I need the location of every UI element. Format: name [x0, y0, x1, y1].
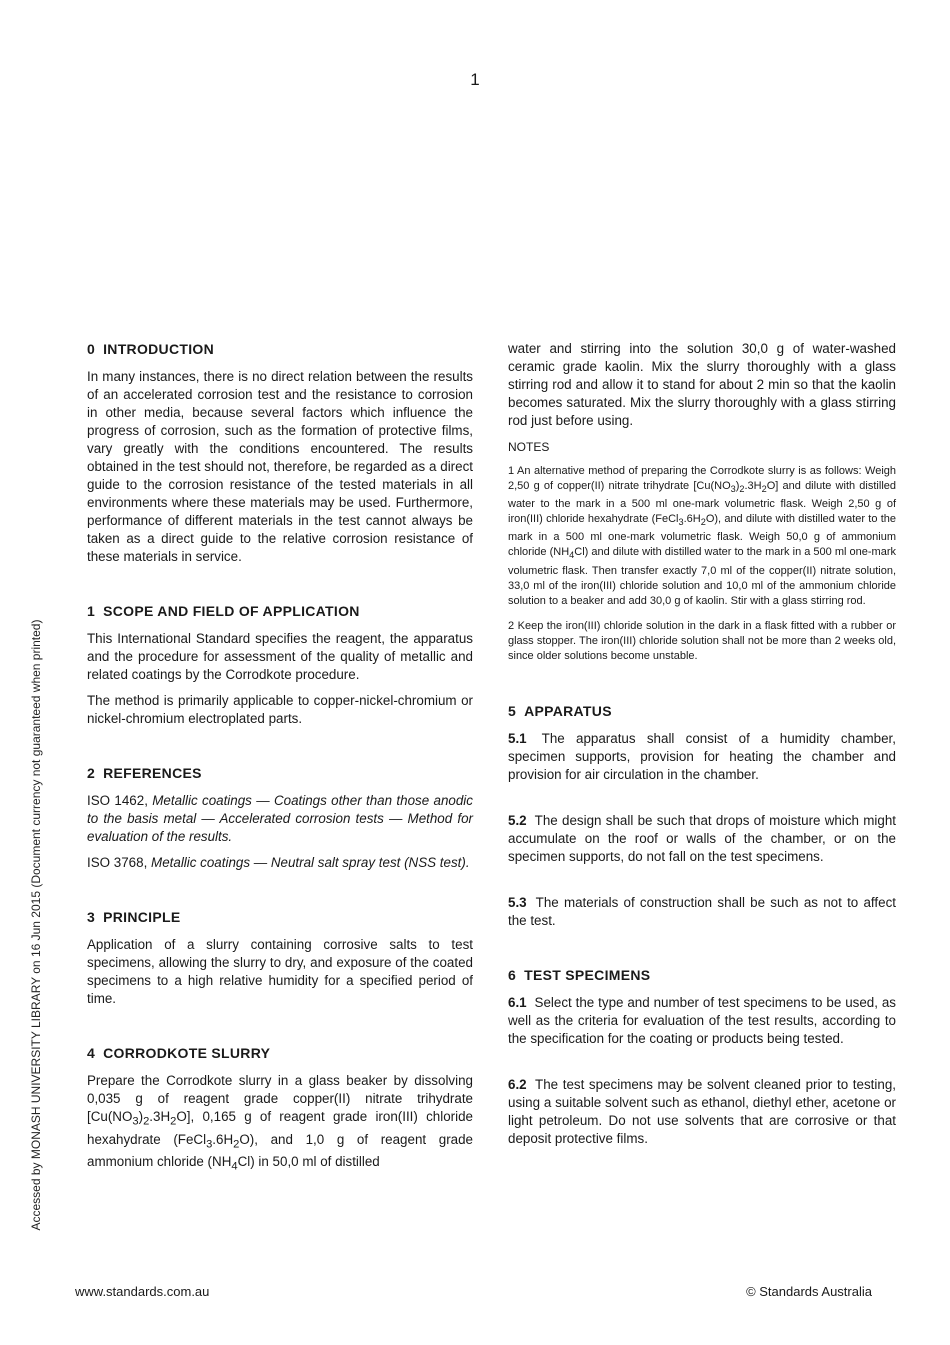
section-heading: 4 CORRODKOTE SLURRY [87, 1045, 271, 1061]
section-heading: 3 PRINCIPLE [87, 909, 181, 925]
paragraph-continued: water and stirring into the solution 30,0 g of water-washed ceramic grade kaolin. Mix the slurry thoroughly with a glass stirring rod and allow it to stand for about 2 min so that the kaolin becomes saturated. Mix the slurry thoroughly with a glass stirring rod just before using. [508, 341, 896, 428]
left-column [87, 340, 473, 1184]
clause: 5.1 The apparatus shall consist of a humidity chamber, specimen supports, provision for heating the chamber and provision for air circulation in the chamber. [508, 730, 897, 782]
section-test-specimens [508, 966, 896, 1148]
section-references [87, 764, 473, 872]
footer-copyright: © Standards Australia [746, 1284, 872, 1299]
section-scope [87, 602, 473, 728]
clause: 6.2 The test specimens may be solvent cleaned prior to testing, using a suitable solvent such as ethanol, diethyl ether, acetone or light petroleum. Do not use solvents that are corrosive or that deposit protective films. [508, 1076, 896, 1146]
reference-item: ISO 3768, Metallic coatings — Neutral salt spray test (NSS test). [87, 855, 470, 870]
footer-website: www.standards.com.au [75, 1284, 210, 1299]
reference-item: ISO 1462, Metallic coatings — Coatings other than those anodic to the basis metal — Accelerated corrosion tests — Method for evaluation of the results. [87, 793, 473, 844]
right-column [508, 340, 896, 1156]
section-heading: 1 SCOPE AND FIELD OF APPLICATION [87, 603, 360, 619]
paragraph: This International Standard specifies the reagent, the apparatus and the procedure for assessment of the quality of metallic and related coatings by the Corrodkote procedure. [87, 631, 473, 682]
section-introduction [87, 340, 473, 566]
section-heading: 2 REFERENCES [87, 765, 202, 781]
paragraph: In many instances, there is no direct relation between the results of an accelerated corrosion test and the resistance to corrosion in other media, because several factors which influence the progress of corrosion, such as the formation of protective films, vary greatly with the conditions encountered. The results obtained in the test should not, therefore, be regarded as a direct guide to the corrosion resistance of the tested materials in all environments where these materials may be used. Furthermore, performance of different materials in the test cannot always be taken as a direct guide to the relative corrosion resistance of these materials in service. [87, 369, 473, 564]
note: 2 Keep the iron(III) chloride solution in the dark in a flask fitted with a rubber or glass stopper. The iron(III) chloride solution shall not be more than 2 weeks old, since older solutions become unstable. [508, 619, 896, 662]
clause: 5.3 The materials of construction shall be such as not to affect the test. [508, 894, 896, 928]
section-principle [87, 908, 473, 1008]
section-corrodkote-slurry [87, 1044, 473, 1176]
notes-heading: NOTES [508, 440, 550, 454]
clause: 6.1 Select the type and number of test specimens to be used, as well as the criteria for evaluation of the test results, according to the specification for the coating or products being tested. [508, 994, 896, 1046]
clause: 5.2 The design shall be such that drops of moisture which might accumulate on the roof or walls of the chamber, or on the specimen supports, do not fall on the test specimens. [508, 812, 897, 864]
paragraph: Application of a slurry containing corrosive salts to test specimens, allowing the slurry to dry, and exposure of the coated specimens to a high relative humidity for a specified period of time. [87, 937, 473, 1006]
paragraph: Prepare the Corrodkote slurry in a glass beaker by dissolving 0,035 g of reagent grade copper(II) nitrate trihydrate $[Cu(NO_3)_2.3H_2O]$, 0,165 g of reagent grade iron(III) chloride hexahydrate $(FeCl_3.6H_2O)$, and 1,0 g of reagent grade ammonium chloride $(NH_4Cl)$ in 50,0 ml of distilled [87, 1073, 474, 1174]
note: 1 An alternative method of preparing the Corrodkote slurry is as follows: Weigh 2,50 g of copper(II) nitrate trihydrate $[Cu(NO_3)_2.3H_2O]$ and dilute with distilled water to the mark in a 500 ml one-mark volumetric flask. Weigh 2,50 g of iron(III) chloride hexahydrate $(FeCl_3.6H_2O)$, and dilute with distilled water to the mark in a 500 ml one-mark volumetric flask. Weigh 50,0 g of ammonium chloride $(NH_4Cl)$ and dilute with distilled water to the mark in a 500 ml one-mark volumetric flask. Then transfer exactly 7,0 ml of the copper(II) nitrate solution, 33,0 ml of the iron(III) chloride solution and 10,0 ml of the ammonium chloride solution to a beaker and add 30,0 g of kaolin. Stir with a glass stirring rod. [508, 465, 896, 607]
access-watermark: Accessed by MONASH UNIVERSITY LIBRARY on 16 Jun 2015 (Document currency not guaranteed when printed) [29, 619, 43, 1231]
section-heading: 6 TEST SPECIMENS [508, 966, 651, 983]
paragraph: The method is primarily applicable to copper-nickel-chromium or nickel-chromium electroplated parts. [87, 693, 473, 726]
page-number: 1 [470, 70, 480, 89]
section-heading: 5 APPARATUS [508, 702, 612, 719]
section-apparatus [508, 702, 896, 930]
section-heading: 0 INTRODUCTION [87, 341, 215, 357]
